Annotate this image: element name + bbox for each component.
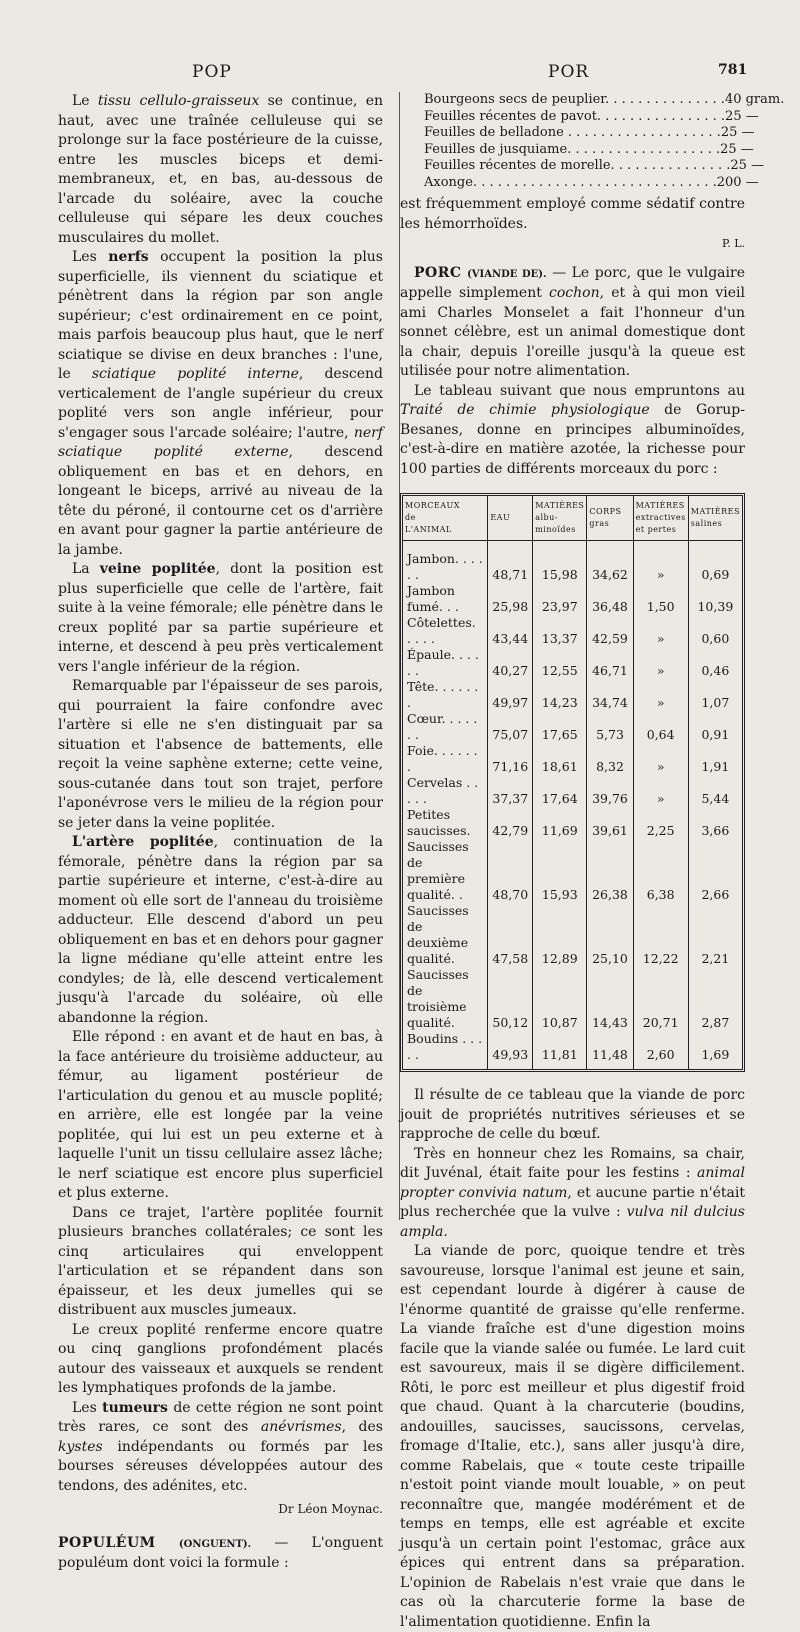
cut-name-cell: Petites saucisses. bbox=[407, 807, 471, 838]
formula-item bbox=[424, 125, 755, 142]
paragraph-remarquable: Remarquable par l'épaisseur de ses parois, qui pourraient la faire confondre avec l'artère si elle ne s'en distinguait par sa situation et l'absence de battements, elle reçoit la veine saphène externe; cette veine, sous-cutanée dans tout son trajet, perfore l'aponévrose vers le milieu de la région pour se jeter dans la veine poplitée. bbox=[58, 678, 383, 831]
latin-quote: vulva nil dulcius ampla. bbox=[400, 1204, 745, 1240]
value-cell: 2,87 bbox=[688, 967, 742, 1031]
paragraph-veine bbox=[58, 560, 383, 677]
value-cell: » bbox=[633, 615, 688, 647]
paragraph-tableau-intro bbox=[400, 382, 745, 480]
value-cell: 48,70 bbox=[488, 839, 533, 903]
paragraph-tissu bbox=[58, 92, 383, 248]
value-cell: 20,71 bbox=[633, 967, 688, 1031]
term-cochon: cochon bbox=[549, 285, 600, 301]
table-row bbox=[403, 743, 742, 775]
value-cell: 14,23 bbox=[533, 679, 587, 711]
entry-title-porc: PORC bbox=[414, 264, 462, 281]
value-cell: » bbox=[633, 775, 688, 807]
table-row bbox=[403, 679, 742, 711]
value-cell: 34,74 bbox=[587, 679, 633, 711]
term-tissu: tissu cellulo-graisseux bbox=[97, 93, 260, 109]
table-body bbox=[403, 541, 742, 1070]
quantity: 25 — bbox=[725, 108, 759, 124]
value-cell: 0,60 bbox=[688, 615, 742, 647]
paragraph-romains bbox=[400, 1145, 745, 1243]
entry-note: (ONGUENT). bbox=[178, 1538, 252, 1550]
term-veine-poplitee: veine poplitée bbox=[99, 561, 216, 577]
value-cell: 12,55 bbox=[533, 647, 587, 679]
text: — Le porc, que le vulgaire appelle simplement bbox=[400, 264, 745, 301]
value-cell: 3,66 bbox=[688, 807, 742, 839]
value-cell: 17,64 bbox=[533, 775, 587, 807]
text: indépendants ou formés par les bourses séreuses développées autour des tendons, des adénites, etc. bbox=[58, 1438, 383, 1494]
composition-table bbox=[400, 493, 745, 1072]
value-cell: 36,48 bbox=[587, 583, 633, 615]
value-cell: 5,73 bbox=[587, 711, 633, 743]
entry-populeum bbox=[58, 1534, 383, 1574]
ingredient: Feuilles récentes de morelle. . . . . . . . . . . . . . . bbox=[424, 158, 731, 173]
term-tumeurs: tumeurs bbox=[102, 1399, 168, 1416]
cut-name-cell: Saucisses de troisième qualité. bbox=[407, 967, 469, 1030]
value-cell: 1,91 bbox=[688, 743, 742, 775]
text: , des bbox=[341, 1419, 383, 1435]
ingredient: Feuilles de belladone . . . . . . . . . . . . . . . . . . . bbox=[424, 125, 721, 140]
paragraph-elle-repond: Elle répond : en avant et de haut en bas, à la face antérieure du troisième adducteur, au fémur, au ligament postérieur de l'articulation du genou et au muscle poplité; en arrière, elle est longée par la veine poplitée, qui lui est un peu externe et à laquelle l'unit un tissu cellulaire assez lâche; le nerf sciatique est encore plus superficiel et plus externe. bbox=[58, 1029, 383, 1201]
cut-name-cell: Jambon fumé. . . bbox=[407, 583, 459, 614]
book-title: Traité de chimie physiologique bbox=[400, 402, 650, 418]
header-extractives: MATIÈRES extractives et pertes bbox=[633, 496, 688, 541]
table-header-row bbox=[403, 496, 742, 541]
paragraph-ganglions: Le creux poplité renferme encore quatre ou cinq ganglions profondément placés autour des vaisseaux et auxquels se rendent les lymphatiques profonds de la jambe. bbox=[58, 1321, 383, 1396]
value-cell: 75,07 bbox=[488, 711, 533, 743]
text: occupent la position la plus superficielle, ils viennent du sciatique et pénètrent dans la région par son angle supérieur; c'est ordinairement en ce point, mais parfois beaucoup plus haut, que le nerf sciatique se divise en deux branches : l'une, le bbox=[58, 249, 383, 382]
value-cell: 48,71 bbox=[488, 541, 533, 584]
text: — L'onguent populéum dont voici la formule : bbox=[58, 1534, 383, 1571]
text: , descend obliquement en bas et en dehors, en longeant le biceps, arrivé au niveau de la tête du péroné, il contourne cet os d'arrière en avant pour gagner la partie antérieure de la jambe. bbox=[58, 444, 383, 558]
value-cell: 10,87 bbox=[533, 967, 587, 1031]
running-head-left: POP bbox=[192, 62, 232, 82]
ingredient: Feuilles de jusquiame. . . . . . . . . . . . . . . . . . . bbox=[424, 141, 721, 157]
value-cell: 2,60 bbox=[633, 1031, 688, 1069]
value-cell: 42,59 bbox=[587, 615, 633, 647]
text: Très en honneur chez les Romains, sa chair, dit Juvénal, était faite pour les festins : bbox=[400, 1145, 745, 1181]
value-cell: 0,46 bbox=[688, 647, 742, 679]
formula-item bbox=[424, 158, 765, 175]
right-column bbox=[400, 92, 785, 1632]
author-signature: Dr Léon Moynac. bbox=[278, 1502, 383, 1516]
value-cell: 11,81 bbox=[533, 1031, 587, 1069]
text: Le tableau suivant que nous empruntons au bbox=[414, 382, 745, 399]
value-cell: 0,91 bbox=[688, 711, 742, 743]
formula-item bbox=[424, 174, 759, 192]
value-cell: 40,27 bbox=[488, 647, 533, 679]
value-cell: 26,38 bbox=[587, 839, 633, 903]
value-cell: 18,61 bbox=[533, 743, 587, 775]
value-cell: 43,44 bbox=[488, 615, 533, 647]
header-eau: EAU bbox=[488, 496, 533, 541]
formula-item bbox=[424, 108, 759, 126]
author-initials: P. L. bbox=[722, 237, 745, 250]
entry-porc bbox=[400, 264, 745, 382]
header-albumineuses: MATIÈRES albu- minoïdes bbox=[533, 496, 587, 541]
quantity: 40 gram. bbox=[724, 92, 785, 107]
quantity: 25 — bbox=[730, 158, 765, 173]
text: de Gorup-Besanes, donne en principes albuminoïdes, c'est-à-dire en matière azotée, la richesse pour 100 parties de différents morceaux du porc : bbox=[400, 402, 745, 477]
table-row bbox=[403, 775, 742, 807]
text: , dont la position est plus superficielle que celle de l'artère, fait suite à la veine fémorale; elle pénètre dans le creux poplité par sa partie supérieure et interne, et descend à peu près verticalement vers l'angle inférieur de la région. bbox=[58, 561, 383, 675]
value-cell: 12,22 bbox=[633, 903, 688, 967]
cut-name-cell: Saucisses de deuxième qualité. bbox=[407, 903, 469, 966]
entry-title-populeum: POPULÉUM bbox=[58, 1534, 156, 1551]
header-corps-gras: CORPS gras bbox=[587, 496, 633, 541]
value-cell: 1,07 bbox=[688, 679, 742, 711]
table-row bbox=[403, 839, 742, 903]
value-cell: 39,76 bbox=[587, 775, 633, 807]
value-cell: 1,50 bbox=[633, 583, 688, 615]
value-cell: » bbox=[633, 743, 688, 775]
cut-name-cell: Jambon. . . . . . bbox=[407, 551, 483, 582]
cut-name-cell: Cœur. . . . . . . bbox=[407, 711, 478, 742]
cut-name-cell: Côtelettes. . . . . bbox=[407, 615, 476, 646]
value-cell: 12,89 bbox=[533, 903, 587, 967]
value-cell: 15,98 bbox=[533, 541, 587, 584]
value-cell: 1,69 bbox=[688, 1031, 742, 1069]
value-cell: 42,79 bbox=[488, 807, 533, 839]
paragraph-artere bbox=[58, 833, 383, 1028]
value-cell: 13,37 bbox=[533, 615, 587, 647]
paragraph-nerfs bbox=[58, 248, 383, 560]
value-cell: 10,39 bbox=[688, 583, 742, 615]
value-cell: 17,65 bbox=[533, 711, 587, 743]
term-sciatique-externe: nerf sciatique poplité externe bbox=[58, 424, 383, 460]
header-morceaux: MORCEAUX de L'ANIMAL bbox=[403, 496, 488, 541]
paragraph-sedatif: est fréquemment employé comme sédatif contre les hémorrhoïdes. bbox=[400, 196, 745, 232]
table-row bbox=[403, 967, 742, 1031]
value-cell: 37,37 bbox=[488, 775, 533, 807]
text: Le bbox=[72, 93, 98, 109]
cut-name-cell: Foie. . . . . . . bbox=[407, 743, 478, 774]
value-cell: 15,93 bbox=[533, 839, 587, 903]
table-row bbox=[403, 615, 742, 647]
value-cell: » bbox=[633, 541, 688, 584]
value-cell: 0,69 bbox=[688, 541, 742, 584]
cut-name-cell: Cervelas . . . . . bbox=[407, 775, 479, 806]
paragraph-tumeurs bbox=[58, 1399, 383, 1497]
ingredient: Axonge. . . . . . . . . . . . . . . . . . . . . . . . . . . . . . bbox=[424, 174, 717, 190]
value-cell: 5,44 bbox=[688, 775, 742, 807]
text: , descend verticalement de l'angle supérieur du creux poplité vers son angle inférieur, pour s'engager sous l'arcade soléaire; l'autre, bbox=[58, 366, 384, 441]
term-artere-poplitee: L'artère poplitée bbox=[72, 834, 214, 850]
table-row bbox=[403, 583, 742, 615]
text: , continuation de la fémorale, pénètre dans la région par sa partie supérieure et interne, c'est-à-dire au moment où elle sort de l'anneau du troisième adducteur. Elle descend d'abord un peu obliquement en bas et en dehors pour gagner la ligne médiane qu'elle atteint entre les condyles; de là, elle descend verticalement jusqu'à l'arcade du soléaire, où elle abandonne la région. bbox=[58, 834, 383, 1026]
value-cell: 49,93 bbox=[488, 1031, 533, 1069]
quantity: 200 — bbox=[716, 174, 759, 190]
value-cell: 47,58 bbox=[488, 903, 533, 967]
text: se continue, en haut, avec une traînée celluleuse qui se prolonge sur la face postérieure de la cuisse, entre les muscles biceps et demi-membraneux, et, en bas, au-dessous de l'arcade du soléaire, avec la couche celluleuse qui sépare les deux couches musculaires du mollet. bbox=[58, 93, 383, 246]
value-cell: » bbox=[633, 647, 688, 679]
value-cell: 2,21 bbox=[688, 903, 742, 967]
term-sciatique-interne: sciatique poplité interne bbox=[91, 366, 299, 382]
value-cell: 14,43 bbox=[587, 967, 633, 1031]
value-cell: 25,98 bbox=[488, 583, 533, 615]
value-cell: 50,12 bbox=[488, 967, 533, 1031]
text: Les bbox=[72, 1399, 103, 1416]
value-cell: 25,10 bbox=[587, 903, 633, 967]
formula-item bbox=[424, 92, 785, 109]
value-cell: 8,32 bbox=[587, 743, 633, 775]
value-cell: 11,48 bbox=[587, 1031, 633, 1069]
term-anevrismes: anévrismes bbox=[260, 1419, 342, 1435]
formula-list bbox=[424, 92, 785, 191]
value-cell: 46,71 bbox=[587, 647, 633, 679]
value-cell: 6,38 bbox=[633, 839, 688, 903]
formula-item bbox=[424, 141, 754, 159]
header-salines: MATIÈRES salines bbox=[688, 496, 742, 541]
text: , et à qui mon vieil ami Charles Monselet a fait l'honneur d'un sonnet célèbre, est un animal domestique dont la chair, depuis l'oreille jusqu'à la queue est utilisée pour notre alimentation. bbox=[400, 285, 746, 379]
value-cell: 23,97 bbox=[533, 583, 587, 615]
quantity: 25 — bbox=[720, 125, 755, 140]
paragraph-viande: La viande de porc, quoique tendre et très savoureuse, lorsque l'animal est jeune et sain, est cependant lourde à digérer à cause de l'énorme quantité de graisse qu'elle renferme. La viande fraîche est d'une digestion moins facile que la viande salée ou fumée. Le lard cuit est savoureux, mais il se digère difficilement. Rôti, le porc est meilleur et plus digestif froid que chaud. Quant à la charcuterie (boudins, andouilles, saucisses, saucissons, cervelas, fromage d'Italie, etc.), sans aller jusqu'à dire, comme Rabelais, que « toute ceste tripaille n'estoit point viande moult louable, » on peut reconnaître que, mangée modérément et de temps en temps, elle est agréable et excite jusqu'à un certain point l'estomac, grâce aux épices qui entrent dans sa préparation. L'opinion de Rabelais n'est vraie que dans le cas où la charcuterie forme la base de l'alimentation quotidienne. Enfin la bbox=[400, 1243, 745, 1630]
value-cell: 2,66 bbox=[688, 839, 742, 903]
table-row bbox=[403, 903, 742, 967]
cut-name-cell: Tête. . . . . . . bbox=[407, 679, 479, 710]
value-cell: 2,25 bbox=[633, 807, 688, 839]
page-number: 781 bbox=[718, 62, 748, 78]
text: Les bbox=[72, 249, 109, 265]
text: de cette région ne sont point très rares, ce sont des bbox=[58, 1399, 383, 1435]
cut-name-cell: Épaule. . . . . . bbox=[407, 647, 479, 678]
left-column bbox=[58, 92, 383, 1574]
quantity: 25 — bbox=[720, 141, 754, 157]
table-row bbox=[403, 1031, 742, 1069]
paragraph-trajet: Dans ce trajet, l'artère poplitée fournit plusieurs branches collatérales; ce sont les cinq articulaires qui enveloppent l'articulation et se répandent dans son épaisseur, et les deux jumelles qui se distribuent aux muscles jumeaux. bbox=[58, 1204, 383, 1318]
value-cell: 11,69 bbox=[533, 807, 587, 839]
text: , et aucune partie n'était plus recherchée que la vulve : bbox=[400, 1184, 745, 1220]
ingredient: Feuilles récentes de pavot. . . . . . . . . . . . . . . . bbox=[424, 108, 726, 124]
table-row bbox=[403, 647, 742, 679]
value-cell: 71,16 bbox=[488, 743, 533, 775]
value-cell: 49,97 bbox=[488, 679, 533, 711]
ingredient: Bourgeons secs de peuplier. . . . . . . . . . . . . . . bbox=[424, 92, 725, 107]
value-cell: 39,61 bbox=[587, 807, 633, 839]
table-row bbox=[403, 711, 742, 743]
cut-name-cell: Saucisses de première qualité. . bbox=[407, 839, 469, 902]
running-head-center: POR bbox=[548, 62, 590, 82]
latin-quote: animal propter convivia natum bbox=[400, 1165, 745, 1201]
paragraph-resulte: Il résulte de ce tableau que la viande de porc jouit de propriétés nutritives sérieuses et se rapproche de celle du bœuf. bbox=[400, 1087, 745, 1142]
value-cell: 0,64 bbox=[633, 711, 688, 743]
cut-name-cell: Boudins . . . . . bbox=[407, 1031, 483, 1062]
entry-note: (VIANDE DE). bbox=[467, 268, 547, 280]
table-row bbox=[403, 807, 742, 839]
term-nerfs: nerfs bbox=[108, 249, 149, 265]
table-row bbox=[403, 541, 742, 584]
term-kystes: kystes bbox=[58, 1438, 103, 1455]
text: La bbox=[72, 561, 100, 577]
value-cell: 34,62 bbox=[587, 541, 633, 584]
value-cell: » bbox=[633, 679, 688, 711]
